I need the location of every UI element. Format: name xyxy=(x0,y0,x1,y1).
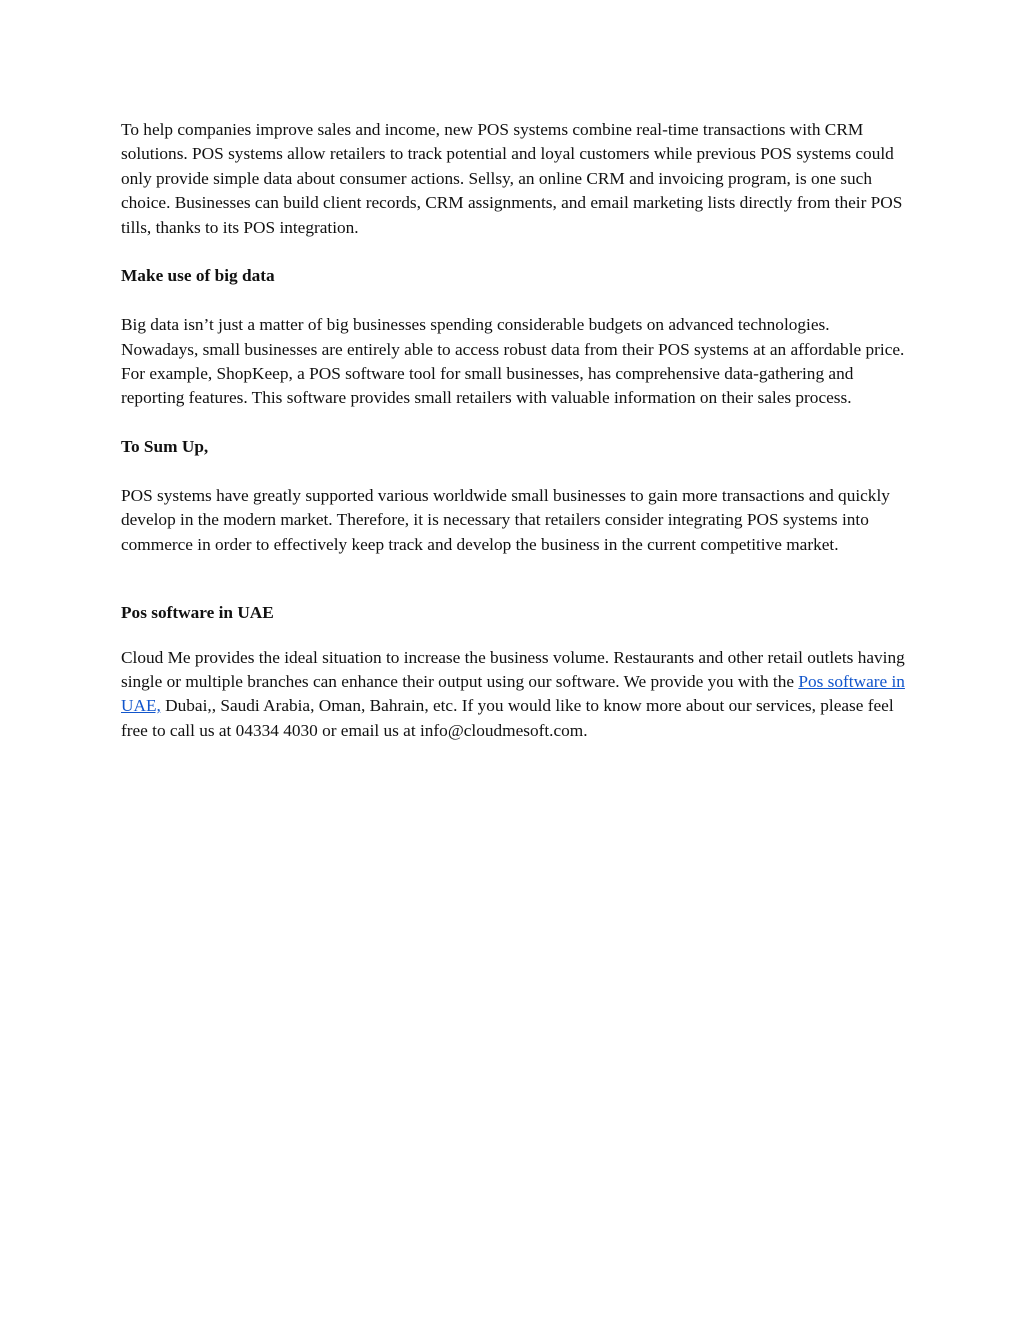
spacer xyxy=(121,411,911,435)
intro-paragraph: To help companies improve sales and income, new POS systems combine real-time transactions with CRM solutions. POS systems allow retailers to track potential and loyal customers while previous POS systems could only provide simple data about consumer actions. Sellsy, an online CRM and invoicing program, is one such choice. Businesses can build client records, CRM assignments, and email marketing lists directly from their POS tills, thanks to its POS integration. xyxy=(121,120,903,237)
pos-uae-text-before-link: Cloud Me provides the ideal situation to increase the business volume. Restaurants and other retail outlets having single or multiple branches can enhance their output using our software. We provide you with the xyxy=(121,647,905,692)
heading-pos-uae: Pos software in UAE xyxy=(121,603,274,623)
spacer xyxy=(121,557,911,601)
spacer xyxy=(121,626,911,646)
document-page xyxy=(121,118,911,743)
pos-uae-paragraph xyxy=(121,646,911,744)
spacer xyxy=(121,460,911,484)
sum-up-paragraph: POS systems have greatly supported various worldwide small businesses to gain more transactions and quickly develop in the modern market. Therefore, it is necessary that retailers consider integrating POS systems into commerce in order to effectively keep track and develop the business in the current competitive market. xyxy=(121,486,890,554)
big-data-paragraph: Big data isn’t just a matter of big businesses spending considerable budgets on advanced technologies. Nowadays, small businesses are entirely able to access robust data from their POS systems at an affordable price. For example, ShopKeep, a POS software tool for small businesses, has comprehensive data-gathering and reporting features. This software provides small retailers with valuable information on their sales process. xyxy=(121,315,905,408)
spacer xyxy=(121,289,911,313)
pos-software-uae-link[interactable]: Pos software in UAE, xyxy=(121,672,905,716)
heading-big-data: Make use of big data xyxy=(121,266,275,286)
heading-sum-up: To Sum Up, xyxy=(121,437,209,457)
pos-uae-text-after-link: Dubai,, Saudi Arabia, Oman, Bahrain, etc. If you would like to know more about our services, please feel free to call us at 04334 4030 or email us at info@cloudmesoft.com. xyxy=(121,696,894,740)
spacer xyxy=(121,240,911,264)
